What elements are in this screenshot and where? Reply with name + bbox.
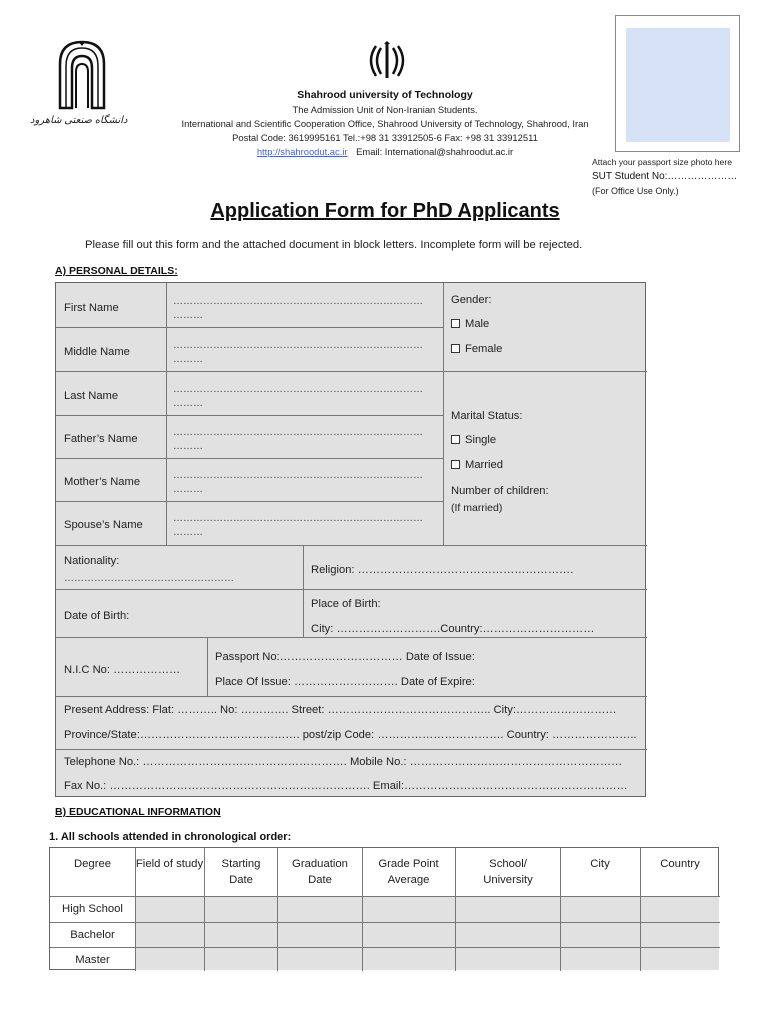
col-gpa: Grade Point Average bbox=[378, 858, 439, 886]
province-field[interactable]: Province/State:……………………………………. post/zip Code: ……………………………. Country: ………………….. bbox=[64, 729, 637, 741]
mothers-name-input[interactable]: ………………………………………………………………… ……… bbox=[173, 470, 423, 495]
mothers-name-label: Mother’s Name bbox=[64, 476, 141, 488]
checkbox-icon bbox=[451, 319, 460, 328]
row-master: Master bbox=[75, 954, 110, 966]
email-text: Email: International@shahroodut.ac.ir bbox=[356, 146, 514, 157]
iran-emblem-icon bbox=[367, 40, 407, 80]
address-field[interactable]: Present Address: Flat: ……….. No: …………. Street: …………………………………….. City:……………………… bbox=[64, 704, 617, 716]
section-a-heading: A) PERSONAL DETAILS: bbox=[55, 265, 178, 277]
col-country: Country bbox=[660, 858, 700, 870]
col-degree: Degree bbox=[73, 858, 112, 870]
telephone-field[interactable]: Telephone No.: ………………………………………………. Mobile No.: ………………………………………………… bbox=[64, 756, 623, 768]
form-title: Application Form for PhD Applicants bbox=[210, 200, 560, 222]
religion-field[interactable]: Religion: …………………………………………………. bbox=[311, 564, 574, 576]
office-use-note: (For Office Use Only.) bbox=[592, 186, 679, 196]
section-b-heading: B) EDUCATIONAL INFORMATION bbox=[55, 806, 221, 818]
col-graduation-date: Graduation Date bbox=[292, 858, 348, 886]
children-label: Number of children: bbox=[451, 485, 549, 497]
middle-name-label: Middle Name bbox=[64, 346, 130, 358]
gender-male-option[interactable]: Male bbox=[451, 318, 489, 330]
instructions: Please fill out this form and the attached document in block letters. Incomplete form will be rejected. bbox=[85, 239, 583, 251]
marital-status-label: Marital Status: bbox=[451, 410, 523, 422]
col-field-of-study: Field of study bbox=[135, 858, 204, 870]
marital-single-option[interactable]: Single bbox=[451, 434, 496, 446]
passport-field[interactable]: Passport No:…………………………… Date of Issue: bbox=[215, 651, 475, 663]
section-b-subheading: 1. All schools attended in chronological order: bbox=[49, 831, 292, 843]
photo-placeholder bbox=[626, 28, 730, 142]
personal-details-table bbox=[55, 282, 646, 797]
marital-married-option[interactable]: Married bbox=[451, 459, 503, 471]
education-table bbox=[49, 847, 719, 970]
gender-female-option[interactable]: Female bbox=[451, 343, 502, 355]
first-name-label: First Name bbox=[64, 302, 119, 314]
col-school: School/ University bbox=[483, 858, 533, 886]
last-name-input[interactable]: ………………………………………………………………… ……… bbox=[173, 384, 423, 409]
fathers-name-input[interactable]: ………………………………………………………………… ……… bbox=[173, 427, 423, 452]
spouses-name-input[interactable]: ………………………………………………………………… ……… bbox=[173, 513, 423, 538]
admission-unit: The Admission Unit of Non-Iranian Students. bbox=[292, 104, 478, 115]
sut-student-no: SUT Student No:………………… bbox=[592, 171, 738, 182]
logo-caption: دانشگاه صنعتی شاهرود bbox=[30, 115, 128, 126]
fax-email-field[interactable]: Fax No.: ……………………………………………………………. Email:…………………………………………………… bbox=[64, 780, 628, 792]
photo-box[interactable] bbox=[615, 15, 740, 152]
place-of-birth-label: Place of Birth: bbox=[311, 598, 381, 610]
nationality-label: Nationality: bbox=[64, 555, 120, 567]
university-name: Shahrood university of Technology bbox=[297, 89, 473, 101]
row-high-school: High School bbox=[62, 903, 123, 915]
checkbox-icon bbox=[451, 460, 460, 469]
university-logo bbox=[56, 38, 108, 110]
if-married-note: (If married) bbox=[451, 502, 503, 514]
col-city: City bbox=[590, 858, 610, 870]
last-name-label: Last Name bbox=[64, 390, 119, 402]
col-starting-date: Starting Date bbox=[221, 858, 261, 886]
nationality-input[interactable]: …………………………………………… bbox=[64, 573, 234, 584]
photo-caption: Attach your passport size photo here bbox=[592, 157, 732, 167]
gender-label: Gender: bbox=[451, 294, 492, 306]
contact-numbers: Postal Code: 3619995161 Tel.:+98 31 33912505-6 Fax: +98 31 33912511 bbox=[232, 132, 538, 143]
checkbox-icon bbox=[451, 344, 460, 353]
middle-name-input[interactable]: ………………………………………………………………… ……… bbox=[173, 340, 423, 365]
fathers-name-label: Father’s Name bbox=[64, 433, 138, 445]
spouses-name-label: Spouse’s Name bbox=[64, 519, 143, 531]
first-name-input[interactable]: ………………………………………………………………… ……… bbox=[173, 296, 423, 321]
dob-label[interactable]: Date of Birth: bbox=[64, 610, 130, 622]
nic-field[interactable]: N.I.C No: ……………… bbox=[64, 664, 181, 676]
birth-city-country-field[interactable]: City: ……………………….Country:………………………… bbox=[311, 623, 595, 635]
web-email-line bbox=[155, 145, 615, 158]
row-bachelor: Bachelor bbox=[70, 929, 115, 941]
checkbox-icon bbox=[451, 435, 460, 444]
website-link[interactable]: http://shahroodut.ac.ir bbox=[256, 146, 348, 157]
place-of-issue-field[interactable]: Place Of Issue: ………………………. Date of Expire: bbox=[215, 676, 475, 688]
office-address: International and Scientific Cooperation Office, Shahrood University of Technology, Shahrood, Iran bbox=[181, 118, 589, 129]
